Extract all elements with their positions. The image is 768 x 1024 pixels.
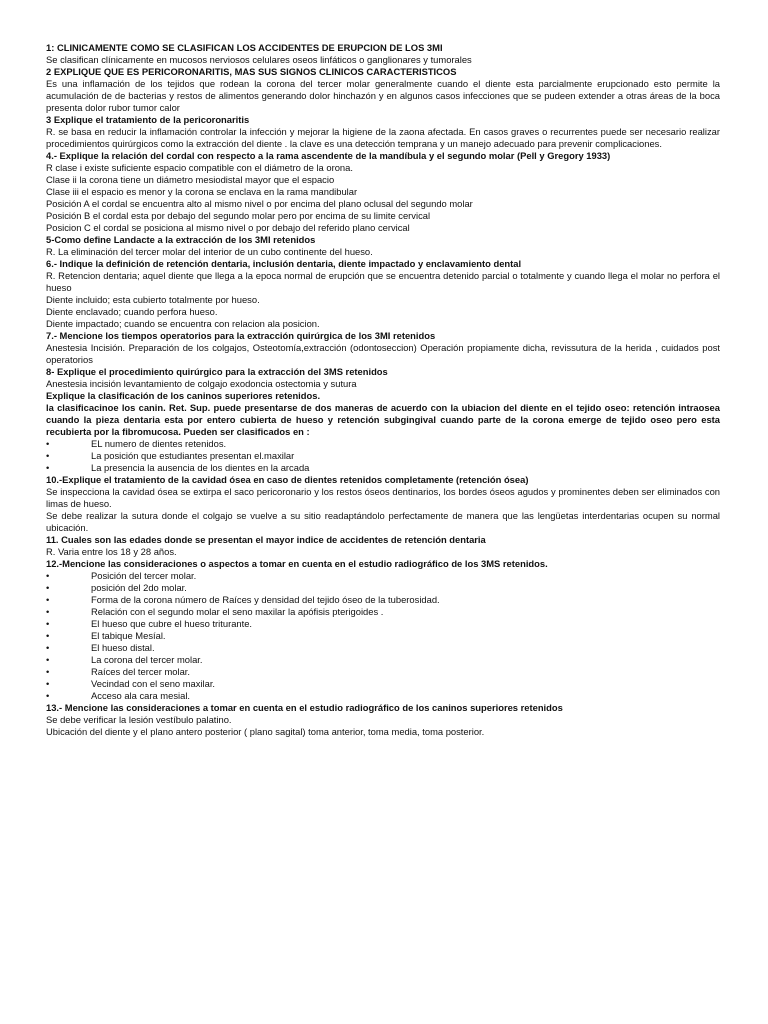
- answer-paragraph: Diente enclavado; cuando perfora hueso.: [46, 306, 218, 317]
- answer-paragraph: Se debe realizar la sutura donde el colgajo se vuelve a su sitio readaptándolo perfectamente de manera que las lengüetas interdentarias ocupen su normal ubicación.: [46, 510, 720, 533]
- bullet-item: [46, 630, 720, 642]
- answer-paragraph: Se clasifican clínicamente en mucosos nerviosos celulares oseos linfáticos o ganglionares y tumorales: [46, 54, 472, 65]
- answer-paragraph: Anestesia Incisión. Preparación de los colgajos, Osteotomía,extracción (odontoseccion) Operación propiamente dicha, revissutura de la herida , cuidados post operatorios: [46, 342, 720, 365]
- bullet-item: [46, 654, 720, 666]
- answer-paragraph: R. La eliminación del tercer molar del interior de un cubo continente del hueso.: [46, 246, 373, 257]
- bullet-item: [46, 606, 720, 618]
- bullet-text: Posición del tercer molar.: [91, 570, 197, 581]
- question-heading: la clasificacinoe los canin. Ret. Sup. puede presentarse de dos maneras de acuerdo con la ubiacion del diente en el tejido oseo: retención intraosea cuando la pieza dentaria esta por entero cubierta de hueso y retención subgingival cuando parte de la corona emerge de tejido oseo pero esta recubierta por la fibromucosa. Pueden ser clasificados en :: [46, 402, 720, 437]
- bullet-item: [46, 618, 720, 630]
- answer-paragraph: R. se basa en reducir la inflamación controlar la infección y mejorar la higiene de la zaona afectada. En casos graves o recurrentes puede ser necesario realizar procedimientos quirúrgicos como la extracción del diente . la clave es una detección temprana y un manejo adecuado para prevenir complicaciones.: [46, 126, 720, 149]
- question-heading: 1: CLINICAMENTE COMO SE CLASIFICAN LOS ACCIDENTES DE ERUPCION DE LOS 3MI: [46, 42, 443, 53]
- bullet-item: [46, 570, 720, 582]
- bullet-item: [46, 594, 720, 606]
- bullet-glyph: •: [46, 630, 50, 641]
- bullet-glyph: •: [46, 570, 50, 581]
- document-body: [46, 42, 720, 738]
- bullet-glyph: •: [46, 594, 50, 605]
- question-heading: 4.- Explique la relación del cordal con respecto a la rama ascendente de la mandíbula y el segundo molar (Pell y Gregory 1933): [46, 150, 611, 161]
- answer-paragraph: Diente impactado; cuando se encuentra con relacion ala posicion.: [46, 318, 320, 329]
- answer-paragraph: Posición A el cordal se encuentra alto al mismo nivel o por encima del plano oclusal del segundo molar: [46, 198, 473, 209]
- answer-paragraph: R. Varia entre los 18 y 28 años.: [46, 546, 177, 557]
- bullet-text: La corona del tercer molar.: [91, 654, 203, 665]
- answer-paragraph: Posición B el cordal esta por debajo del segundo molar pero por encima de su limite cervical: [46, 210, 431, 221]
- bullet-glyph: •: [46, 666, 50, 677]
- bullet-text: Raíces del tercer molar.: [91, 666, 190, 677]
- answer-paragraph: Ubicación del diente y el plano antero posterior ( plano sagital) toma anterior, toma media, toma posterior.: [46, 726, 485, 737]
- answer-paragraph: Clase iii el espacio es menor y la corona se enclava en la rama mandibular: [46, 186, 358, 197]
- bullet-glyph: •: [46, 606, 50, 617]
- question-heading: 12.-Mencione las consideraciones o aspectos a tomar en cuenta en el estudio radiográfico de los 3MS retenidos.: [46, 558, 548, 569]
- bullet-text: Relación con el segundo molar el seno maxilar la apófisis pterigoides .: [91, 606, 384, 617]
- question-heading: 10.-Explique el tratamiento de la cavidad ósea en caso de dientes retenidos completamente (retención ósea): [46, 474, 529, 485]
- answer-paragraph: Clase ii la corona tiene un diámetro mesiodistal mayor que el espacio: [46, 174, 335, 185]
- bullet-glyph: •: [46, 582, 50, 593]
- question-heading: Explique la clasificación de los caninos superiores retenidos.: [46, 390, 321, 401]
- bullet-item: [46, 438, 720, 450]
- bullet-text: El hueso que cubre el hueso triturante.: [91, 618, 253, 629]
- bullet-glyph: •: [46, 690, 50, 701]
- bullet-text: Acceso ala cara mesial.: [91, 690, 191, 701]
- bullet-item: [46, 678, 720, 690]
- bullet-text: Forma de la corona número de Raíces y densidad del tejido óseo de la tuberosidad.: [91, 594, 440, 605]
- bullet-item: [46, 642, 720, 654]
- bullet-glyph: •: [46, 618, 50, 629]
- answer-paragraph: Es una inflamación de los tejidos que rodean la corona del tercer molar generalmente cuando el diente esta parcialmente erupcionado esto permite la acumulación de de bacterias y restos de alimentos generando dolor hinchazón y en algunos casos infecciones que se pudeen extender a otras áreas de la boca presenta dolor rubor tumor calor: [46, 78, 720, 113]
- question-heading: 13.- Mencione las consideraciones a tomar en cuenta en el estudio radiográfico de los caninos superiores retenidos: [46, 702, 563, 713]
- bullet-text: La posición que estudiantes presentan el.maxilar: [91, 450, 295, 461]
- bullet-text: La presencia la ausencia de los dientes en la arcada: [91, 462, 310, 473]
- answer-paragraph: Se debe verificar la lesión vestíbulo palatino.: [46, 714, 232, 725]
- bullet-glyph: •: [46, 438, 50, 449]
- question-heading: 2 EXPLIQUE QUE ES PERICORONARITIS, MAS SUS SIGNOS CLINICOS CARACTERISTICOS: [46, 66, 457, 77]
- question-heading: 5-Como define Landacte a la extracción de los 3MI retenidos: [46, 234, 316, 245]
- question-heading: 11. Cuales son las edades donde se presentan el mayor indice de accidentes de retención dentaria: [46, 534, 486, 545]
- question-heading: 8- Explique el procedimiento quirúrgico para la extracción del 3MS retenidos: [46, 366, 388, 377]
- answer-paragraph: R clase i existe suficiente espacio compatible con el diámetro de la orona.: [46, 162, 353, 173]
- bullet-item: [46, 450, 720, 462]
- bullet-glyph: •: [46, 654, 50, 665]
- bullet-text: El hueso distal.: [91, 642, 155, 653]
- answer-paragraph: Posicion C el cordal se posiciona al mismo nivel o por debajo del referido plano cervical: [46, 222, 410, 233]
- bullet-text: Vecindad con el seno maxilar.: [91, 678, 216, 689]
- answer-paragraph: Diente incluido; esta cubierto totalmente por hueso.: [46, 294, 260, 305]
- bullet-glyph: •: [46, 642, 50, 653]
- question-heading: 7.- Mencione los tiempos operatorios para la extracción quirúrgica de los 3MI retenidos: [46, 330, 436, 341]
- bullet-text: EL numero de dientes retenidos.: [91, 438, 227, 449]
- bullet-item: [46, 666, 720, 678]
- bullet-glyph: •: [46, 450, 50, 461]
- bullet-text: posición del 2do molar.: [91, 582, 187, 593]
- bullet-glyph: •: [46, 678, 50, 689]
- bullet-item: [46, 582, 720, 594]
- question-heading: 6.- Indique la definición de retención dentaria, inclusión dentaria, diente impactado y enclavamiento dental: [46, 258, 522, 269]
- question-heading: 3 Explique el tratamiento de la pericoronaritis: [46, 114, 250, 125]
- bullet-glyph: •: [46, 462, 50, 473]
- answer-paragraph: Anestesia incisión levantamiento de colgajo exodoncia ostectomia y sutura: [46, 378, 357, 389]
- bullet-text: El tabique Mesíal.: [91, 630, 166, 641]
- answer-paragraph: Se inspecciona la cavidad ósea se extirpa el saco pericoronario y los restos óseos dentinarios, los bordes óseos agudos y prominentes deben ser eliminados con limas de hueso.: [46, 486, 720, 509]
- bullet-item: [46, 462, 720, 474]
- bullet-item: [46, 690, 720, 702]
- answer-paragraph: R. Retencion dentaria; aquel diente que llega a la epoca normal de erupción que se encuentra detenido parcial o totalmente y cuando llega el molar no perfora el hueso: [46, 270, 720, 293]
